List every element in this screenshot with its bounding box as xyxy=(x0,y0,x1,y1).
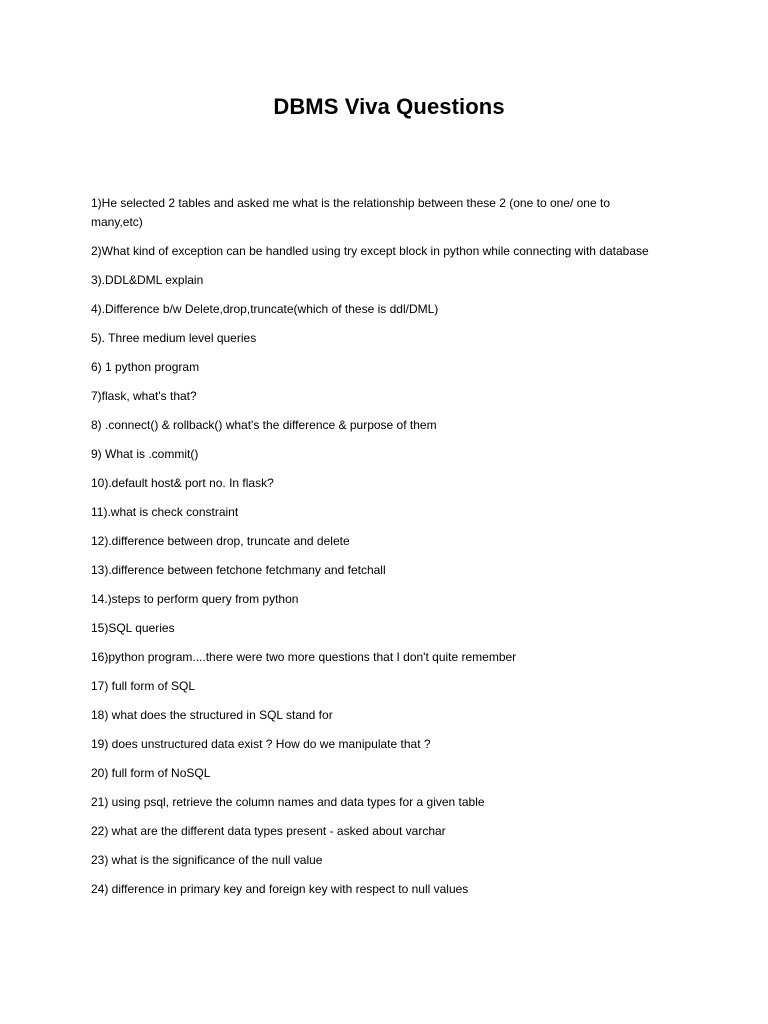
question-item: 7)flask, what's that? xyxy=(91,389,197,403)
question-item: 12).difference between drop, truncate and delete xyxy=(91,534,350,548)
question-list xyxy=(91,194,651,909)
question-item: 14.)steps to perform query from python xyxy=(91,592,299,606)
question-item: 11).what is check constraint xyxy=(91,505,239,519)
question-item: 21) using psql, retrieve the column names and data types for a given table xyxy=(91,795,485,809)
page-title: DBMS Viva Questions xyxy=(273,94,505,119)
question-item: 19) does unstructured data exist ? How do we manipulate that ? xyxy=(91,737,431,751)
question-item: 10).default host& port no. In flask? xyxy=(91,476,274,490)
question-item: 6) 1 python program xyxy=(91,360,200,374)
question-item: 5). Three medium level queries xyxy=(91,331,257,345)
question-item: 15)SQL queries xyxy=(91,621,175,635)
question-item: 18) what does the structured in SQL stand for xyxy=(91,708,333,722)
question-item: 8) .connect() & rollback() what's the difference & purpose of them xyxy=(91,418,437,432)
question-item: 22) what are the different data types present - asked about varchar xyxy=(91,824,446,838)
question-item: 17) full form of SQL xyxy=(91,679,196,693)
question-item: 24) difference in primary key and foreign key with respect to null values xyxy=(91,882,469,896)
question-item: 20) full form of NoSQL xyxy=(91,766,211,780)
question-item: 16)python program....there were two more questions that I don't quite remember xyxy=(91,650,517,664)
question-item: 23) what is the significance of the null value xyxy=(91,853,323,867)
question-item: 2)What kind of exception can be handled using try except block in python while connecting with database xyxy=(91,244,649,258)
question-item: 3).DDL&DML explain xyxy=(91,273,204,287)
question-item: 1)He selected 2 tables and asked me what is the relationship between these 2 (one to one/ one to many,etc) xyxy=(91,196,610,229)
question-item: 4).Difference b/w Delete,drop,truncate(which of these is ddl/DML) xyxy=(91,302,439,316)
question-item: 13).difference between fetchone fetchmany and fetchall xyxy=(91,563,386,577)
question-item: 9) What is .commit() xyxy=(91,447,199,461)
